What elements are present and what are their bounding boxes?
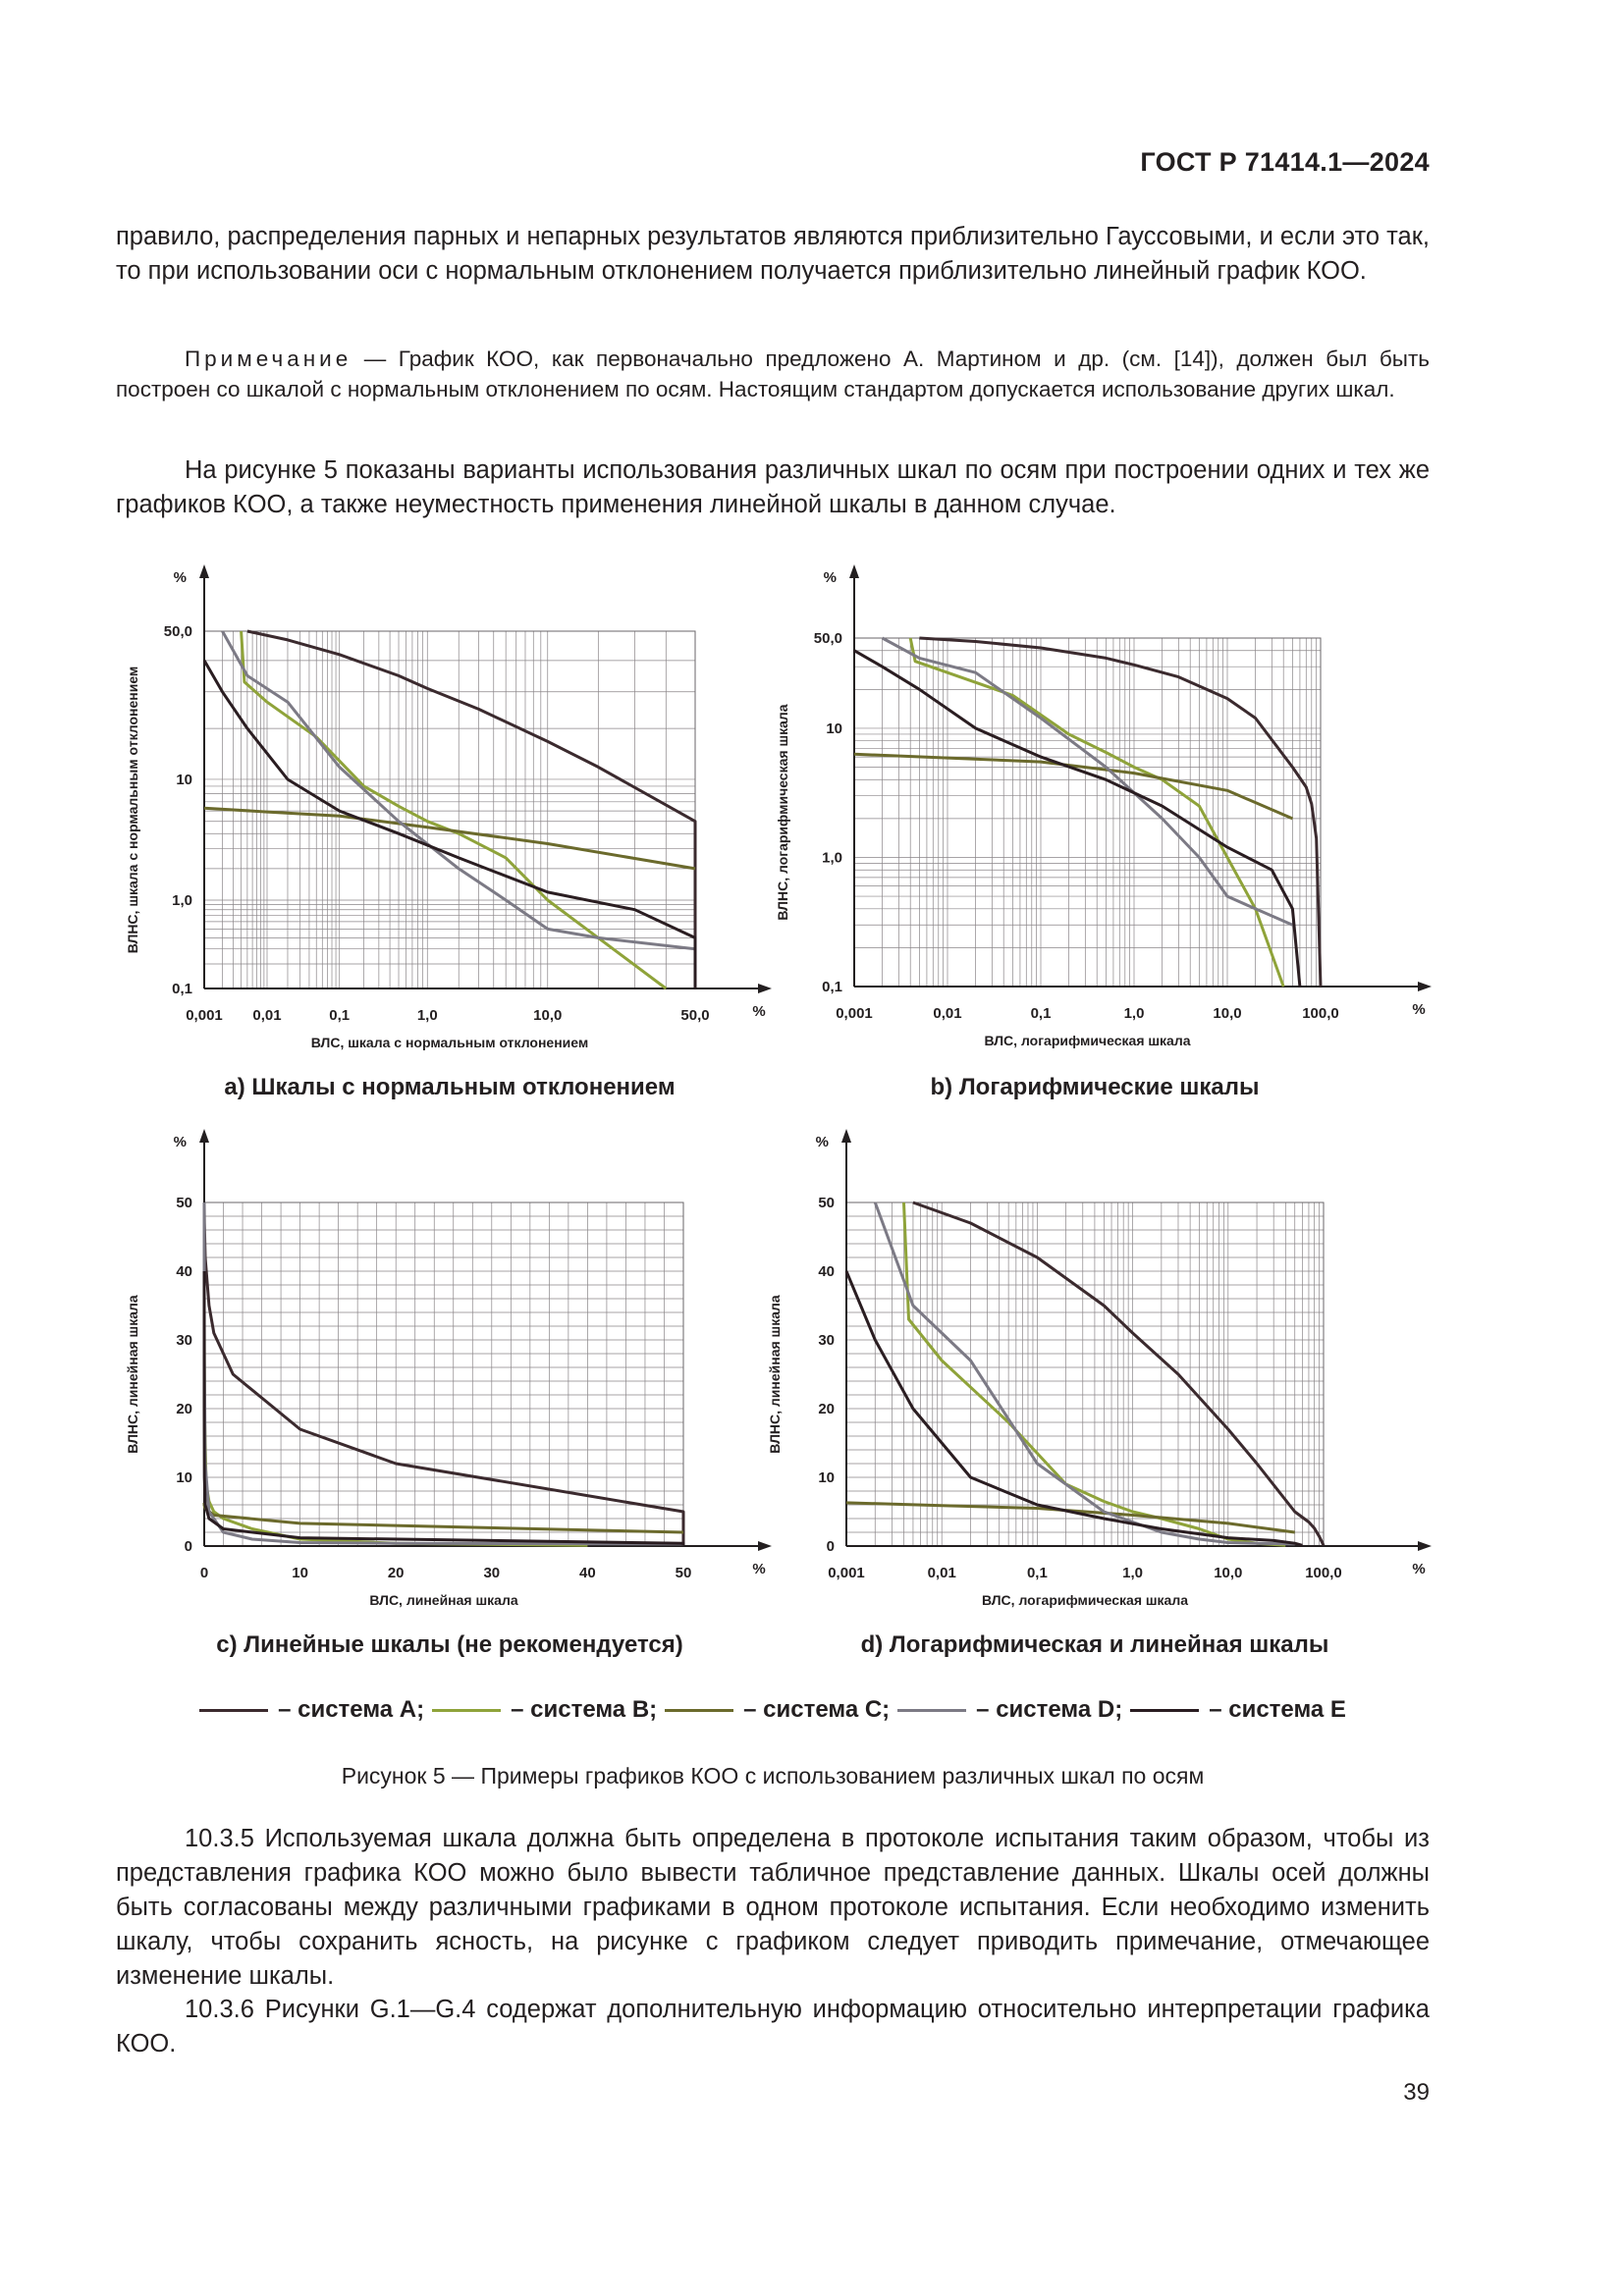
note-text: — График КОО, как первоначально предложено А. Мартином и др. (см. [14]), должен был быть построен со шкалой с нормальным отклонением по осям. Настоящим стандартом допускается использование других шкал. <box>116 347 1430 401</box>
paragraph-10-3-5: 10.3.5 Используемая шкала должна быть определена в протоколе испытания таким образом, чтобы из представления графика КОО можно было вывести табличное представление данных. Шкалы осей должны быть согласованы между различными графиками в одном протоколе испытания. Если необходимо изменить шкалу, чтобы сохранить ясность, на рисунке с графиком следует приводить примечание, отмечающее изменение шкалы. <box>116 1825 1430 1990</box>
y-tick-label: 1,0 <box>822 849 842 867</box>
series-line-d <box>883 638 1293 925</box>
legend-swatch-b <box>432 1709 501 1712</box>
x-unit-label: % <box>1412 1561 1426 1577</box>
y-axis-arrow <box>199 564 209 578</box>
y-tick-label: 1,0 <box>172 892 192 910</box>
x-tick-label: 50 <box>675 1565 692 1581</box>
legend-item-c <box>665 1696 890 1724</box>
legend-swatch-d <box>897 1709 966 1712</box>
paragraph-figure-intro: На рисунке 5 показаны варианты использования различных шкал по осям при построении одних и тех же графиков КОО, а также неуместность применения линейной шкалы в данном случае. <box>116 456 1430 518</box>
chart-c <box>116 1119 784 1634</box>
x-tick-label: 0,001 <box>828 1565 865 1581</box>
chart-a-svg <box>116 555 784 1065</box>
y-tick-label: 30 <box>176 1332 192 1349</box>
legend-label-a: – система A; <box>278 1696 425 1723</box>
x-tick-label: 10,0 <box>1213 1005 1242 1022</box>
y-tick-label: 50 <box>176 1195 192 1211</box>
y-tick-label: 30 <box>818 1332 835 1349</box>
series-line-c <box>846 1503 1295 1532</box>
y-unit-label: % <box>815 1134 829 1150</box>
chart-c-caption: с) Линейные шкалы (не рекомендуется) <box>216 1631 683 1658</box>
legend-item-d <box>897 1696 1122 1724</box>
y-unit-label: % <box>823 569 837 586</box>
y-tick-label: 0 <box>826 1538 835 1555</box>
y-tick-label: 40 <box>176 1263 192 1280</box>
series-line-a <box>913 1202 1324 1545</box>
x-axis-arrow <box>1418 982 1432 991</box>
chart-d-svg <box>756 1119 1434 1629</box>
x-tick-label: 10 <box>292 1565 308 1581</box>
paragraph-10-3-6: 10.3.6 Рисунки G.1—G.4 содержат дополнительную информацию относительно интерпретации графика КОО. <box>116 1996 1430 2057</box>
y-unit-label: % <box>173 1134 187 1150</box>
chart-a-caption: а) Шкалы с нормальным отклонением <box>224 1074 676 1100</box>
x-axis-title: ВЛС, шкала с нормальным отклонением <box>310 1035 589 1050</box>
note-label: Примечание <box>185 347 352 371</box>
x-tick-label: 0,001 <box>186 1007 223 1024</box>
y-tick-label: 50 <box>818 1195 835 1211</box>
series-line-a <box>204 1202 683 1545</box>
y-tick-label: 10 <box>826 720 842 737</box>
x-tick-label: 0 <box>199 1565 209 1581</box>
x-axis-title: ВЛС, логарифмическая шкала <box>981 1592 1189 1608</box>
legend-item-b <box>432 1696 657 1724</box>
plot-frame <box>846 1202 1324 1546</box>
figure-legend <box>116 1696 1430 1724</box>
x-tick-label: 40 <box>579 1565 596 1581</box>
x-tick-label: 10,0 <box>1214 1565 1243 1581</box>
y-axis-arrow <box>199 1129 209 1143</box>
chart-b-svg <box>756 555 1434 1065</box>
x-tick-label: 0,01 <box>252 1007 282 1024</box>
x-tick-label: 0,01 <box>927 1565 956 1581</box>
chart-d-caption: d) Логарифмическая и линейная шкалы <box>860 1631 1329 1658</box>
series-line-d <box>204 1202 683 1544</box>
x-tick-label: 0,1 <box>329 1007 351 1024</box>
legend-label-e: – система E <box>1209 1696 1346 1723</box>
legend-item-e <box>1130 1696 1346 1724</box>
series-line-b <box>242 631 667 988</box>
x-tick-label: 0,001 <box>836 1005 873 1022</box>
x-tick-label: 1,0 <box>1122 1565 1144 1581</box>
y-tick-label: 10 <box>176 1469 192 1486</box>
x-tick-label: 0,1 <box>1026 1565 1048 1581</box>
chart-b-caption: b) Логарифмические шкалы <box>930 1074 1260 1100</box>
y-tick-label: 0,1 <box>172 981 192 997</box>
x-tick-label: 0,1 <box>1030 1005 1052 1022</box>
legend-swatch-a <box>199 1709 268 1712</box>
chart-c-svg <box>116 1119 784 1629</box>
y-tick-label: 20 <box>818 1401 835 1417</box>
x-tick-label: 50,0 <box>680 1007 710 1024</box>
y-tick-label: 50,0 <box>163 623 192 640</box>
document-id: ГОСТ Р 71414.1—2024 <box>1140 147 1430 177</box>
legend-label-c: – система C; <box>743 1696 891 1723</box>
legend-item-a <box>199 1696 424 1724</box>
series-line-a <box>919 638 1321 987</box>
y-axis-arrow <box>849 564 859 578</box>
y-unit-label: % <box>173 569 187 586</box>
x-tick-label: 1,0 <box>416 1007 438 1024</box>
x-tick-label: 1,0 <box>1123 1005 1145 1022</box>
chart-d <box>756 1119 1434 1634</box>
figure-caption: Рисунок 5 — Примеры графиков КОО с использованием различных шкал по осям <box>341 1763 1205 1789</box>
series-line-a <box>247 631 695 988</box>
legend-swatch-e <box>1130 1709 1199 1712</box>
chart-b <box>756 555 1434 1070</box>
legend-label-d: – система D; <box>976 1696 1123 1723</box>
x-tick-label: 30 <box>483 1565 501 1581</box>
series-line-c <box>854 754 1292 819</box>
y-axis-title: ВЛНС, логарифмическая шкала <box>775 704 790 921</box>
x-unit-label: % <box>752 1561 766 1577</box>
y-axis-title: ВЛНС, шкала с нормальным отклонением <box>125 666 140 954</box>
y-axis-title: ВЛНС, линейная шкала <box>125 1295 140 1454</box>
y-axis-arrow <box>841 1129 851 1143</box>
x-axis-title: ВЛС, логарифмическая шкала <box>984 1033 1191 1048</box>
paragraph-intro: правило, распределения парных и непарных результатов являются приблизительно Гауссовыми, и если это так, то при использовании оси с нормальным отклонением получается приблизительно линейный график КОО. <box>116 223 1430 285</box>
x-axis-title: ВЛС, линейная шкала <box>369 1592 518 1608</box>
x-unit-label: % <box>1412 1001 1426 1018</box>
note <box>116 344 1430 404</box>
chart-a <box>116 555 784 1070</box>
x-tick-label: 0,01 <box>933 1005 962 1022</box>
legend-swatch-c <box>665 1709 733 1712</box>
x-tick-label: 100,0 <box>1302 1005 1339 1022</box>
series-line-c <box>204 808 695 869</box>
x-axis-arrow <box>1418 1541 1432 1551</box>
x-tick-label: 20 <box>387 1565 405 1581</box>
x-unit-label: % <box>752 1003 766 1020</box>
y-tick-label: 10 <box>176 771 192 788</box>
y-tick-label: 20 <box>176 1401 192 1417</box>
plot-frame <box>204 1202 683 1546</box>
y-tick-label: 10 <box>818 1469 835 1486</box>
legend-label-b: – система B; <box>511 1696 658 1723</box>
series-line-c <box>204 1503 683 1532</box>
x-tick-label: 100,0 <box>1305 1565 1342 1581</box>
page-number: 39 <box>1403 2079 1430 2106</box>
y-tick-label: 0,1 <box>822 979 842 995</box>
y-tick-label: 0 <box>184 1538 192 1555</box>
y-axis-title: ВЛНС, линейная шкала <box>767 1295 783 1454</box>
y-tick-label: 40 <box>818 1263 835 1280</box>
plot-frame <box>854 638 1321 987</box>
x-tick-label: 10,0 <box>533 1007 563 1024</box>
plot-frame <box>204 631 695 988</box>
y-tick-label: 50,0 <box>813 630 842 647</box>
